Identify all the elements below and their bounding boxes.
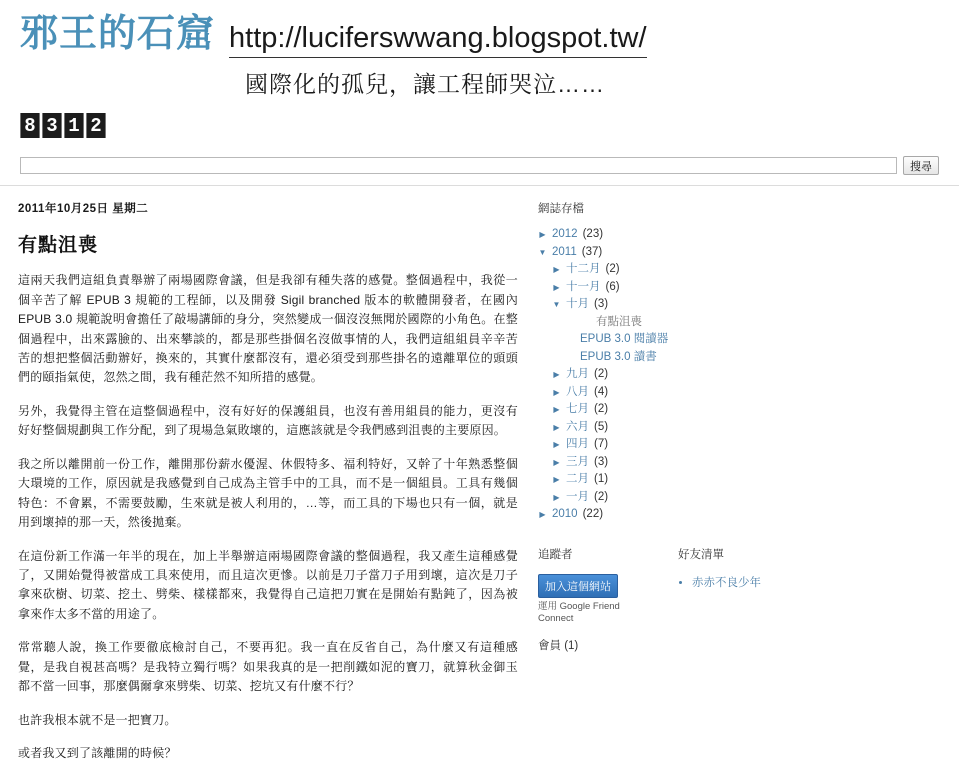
archive-item-count: (3): [594, 298, 609, 311]
archive-list: [538, 226, 938, 524]
counter-digit: 3: [42, 113, 62, 138]
chevron-right-icon[interactable]: ▶: [553, 422, 560, 432]
chevron-right-icon[interactable]: ▶: [539, 510, 546, 519]
archive-item-count: (23): [582, 228, 604, 241]
header-right-block: [215, 14, 646, 99]
post-date: 2011年10月25日 星期二: [18, 203, 149, 216]
archive-item-count: (7): [594, 438, 609, 451]
archive-period-link[interactable]: 十月: [566, 298, 589, 311]
archive-item[interactable]: [538, 349, 938, 367]
chevron-right-icon[interactable]: ▶: [553, 265, 560, 274]
chevron-right-icon[interactable]: ▶: [553, 405, 560, 414]
archive-post-link[interactable]: EPUB 3.0 讀書: [580, 350, 657, 363]
followers-widget: [538, 546, 656, 653]
post-paragraph: 或者我又到了該離開的時候？: [18, 746, 177, 760]
archive-item[interactable]: [538, 331, 938, 349]
archive-current-post-label: 有點沮喪: [596, 315, 642, 328]
post-paragraph: 也許我根本就不是一把寶刀。: [18, 712, 177, 727]
archive-item[interactable]: [538, 489, 938, 507]
main-content: [0, 200, 959, 777]
archive-item-count: (22): [582, 508, 604, 521]
counter-digit: 8: [20, 113, 40, 138]
archive-period-link[interactable]: 十一月: [566, 280, 601, 293]
blog-title: 邪王的石窟: [20, 13, 216, 55]
followers-heading: 追蹤者: [538, 548, 573, 561]
page-header: [0, 0, 959, 99]
archive-item-count: (37): [581, 245, 603, 258]
search-bar: [20, 156, 939, 175]
counter-digit: 2: [86, 113, 106, 138]
archive-item[interactable]: [538, 366, 938, 384]
search-input[interactable]: [20, 157, 897, 174]
archive-period-link[interactable]: 十二月: [566, 263, 601, 276]
post-column: [18, 200, 518, 777]
chevron-right-icon[interactable]: ▶: [553, 387, 560, 397]
chevron-right-icon[interactable]: ▶: [553, 282, 560, 292]
chevron-right-icon[interactable]: ▶: [539, 230, 546, 239]
archive-item-count: (5): [594, 420, 609, 433]
archive-item[interactable]: [538, 244, 938, 262]
archive-period-link[interactable]: 一月: [566, 490, 589, 503]
archive-item-count: (2): [594, 368, 609, 381]
archive-item-count: (2): [594, 490, 609, 503]
chevron-right-icon[interactable]: ▶: [553, 440, 560, 449]
archive-item[interactable]: [538, 506, 938, 524]
chevron-right-icon[interactable]: ▶: [553, 457, 560, 467]
post-paragraph: 另外，我覺得主管在這整個過程中，沒有好好的保護組員，也沒有善用組員的能力，更沒有好好整個規劃與工作分配，到了現場急氣敗壞的，這應該就是令我們感到沮喪的主要原因。: [18, 403, 518, 438]
friends-widget: [678, 546, 848, 653]
blog-subtitle: 國際化的孤兒，讓工程師哭泣……: [245, 71, 606, 98]
archive-item-count: (2): [605, 263, 620, 276]
join-site-button[interactable]: 加入這個網站: [538, 574, 618, 598]
archive-item[interactable]: [538, 471, 938, 489]
sidebar-widgets: [538, 546, 938, 653]
chevron-down-icon[interactable]: ▼: [552, 300, 561, 309]
post-body: [18, 271, 518, 763]
header-divider: [0, 185, 959, 186]
archive-period-link[interactable]: 九月: [566, 368, 589, 381]
chevron-right-icon[interactable]: ▶: [553, 492, 560, 502]
archive-item-count: (2): [594, 403, 609, 416]
archive-item[interactable]: [538, 454, 938, 472]
archive-heading: 網誌存檔: [538, 203, 584, 216]
archive-item[interactable]: [538, 436, 938, 454]
friend-link[interactable]: 赤赤不良少年: [692, 576, 761, 589]
archive-item[interactable]: [538, 279, 938, 297]
archive-period-link[interactable]: 六月: [566, 420, 589, 433]
archive-period-link[interactable]: 八月: [566, 385, 589, 398]
archive-period-link[interactable]: 三月: [566, 455, 589, 468]
archive-item[interactable]: [538, 314, 938, 332]
sidebar-column: [538, 200, 938, 777]
search-button[interactable]: 搜尋: [903, 156, 939, 175]
archive-item-count: (3): [594, 455, 609, 468]
archive-period-link[interactable]: 二月: [566, 473, 589, 486]
friend-connect-note: 運用 Google Friend Connect: [538, 600, 620, 624]
chevron-down-icon[interactable]: ▼: [538, 247, 547, 257]
archive-period-link[interactable]: 四月: [566, 438, 589, 451]
archive-post-link[interactable]: EPUB 3.0 閱讀器: [580, 333, 669, 346]
post-paragraph: 這兩天我們這組負責舉辦了兩場國際會議，但是我卻有種失落的感覺。整個過程中，我從一個辛苦了解 EPUB 3 規範的工程師，以及開發 Sigil branched 版本的軟體開發者，在國內 EPUB 3.0 規範說明會擔任了敲場講師的身分，突然變成一個沒沒無聞於國際的小角色。在整個過程中，出來露臉的、出來攀談的，都是那些掛個名沒做事情的人，我們這組組員辛辛苦苦的想把整個活動辦好，換來的，其實什麼都沒有，還必須受到那些掛名的遠離單位的頭頭們的頤指氣使，忽然之間，我有種茫然不知所措的感覺。: [18, 273, 518, 385]
list-item[interactable]: [692, 574, 848, 590]
chevron-right-icon[interactable]: ▶: [553, 370, 560, 379]
post-paragraph: 我之所以離開前一份工作，離開那份薪水優渥、休假特多、福利特好，又幹了十年熟悉整個大環境的工作，原因就是我感覺到自己成為主管手中的工具，而不是一個組員。工具有幾個特色：不會累，不需要鼓勵，生來就是被人利用的，…等，而工具的下場也只有一個，就是用到壞掉的那一天，然後拋棄。: [18, 456, 518, 530]
archive-period-link[interactable]: 七月: [566, 403, 589, 416]
archive-item[interactable]: [538, 296, 938, 314]
member-count: 會員 (1): [538, 639, 579, 652]
friends-heading: 好友清單: [678, 548, 724, 561]
counter-digit: 1: [64, 113, 84, 138]
archive-item[interactable]: [538, 261, 938, 279]
post-title: 有點沮喪: [18, 235, 99, 257]
archive-item[interactable]: [538, 419, 938, 437]
archive-period-link[interactable]: 2010: [552, 508, 578, 521]
archive-item[interactable]: [538, 401, 938, 419]
archive-item-count: (1): [594, 473, 609, 486]
archive-item-count: (4): [594, 385, 609, 398]
archive-item[interactable]: [538, 384, 938, 402]
post-paragraph: 在這份新工作滿一年半的現在，加上半舉辦這兩場國際會議的整個過程，我又產生這種感覺了，又開始覺得被當成工具來使用，而且這次更慘。以前是刀子當刀子用到壞，這次是刀子拿來砍樹、切菜、挖土、劈柴、樣樣都來，我覺得自己這把刀實在是開始有點鈍了，因為被拿來作太多不當的用途了。: [18, 548, 518, 621]
archive-period-link[interactable]: 2012: [552, 228, 578, 241]
post-paragraph: 常常聽人說，換工作要徹底檢討自己，不要再犯。我一直在反省自己，為什麼又有這種感覺，是我自視甚高嗎？是我特立獨行嗎？如果我真的是一把削鐵如泥的寶刀，就算秋金御玉都不當一回事，那麼偶爾拿來劈柴、切菜、挖坑又有什麼不行？: [18, 640, 518, 694]
visit-counter: [20, 113, 959, 138]
friends-link-list: [678, 574, 848, 590]
archive-period-link[interactable]: 2011: [552, 245, 577, 258]
archive-item-count: (6): [605, 280, 620, 293]
chevron-right-icon[interactable]: ▶: [553, 475, 560, 484]
archive-item[interactable]: [538, 226, 938, 244]
blog-url-link[interactable]: http://luciferswwang.blogspot.tw/: [229, 20, 646, 58]
